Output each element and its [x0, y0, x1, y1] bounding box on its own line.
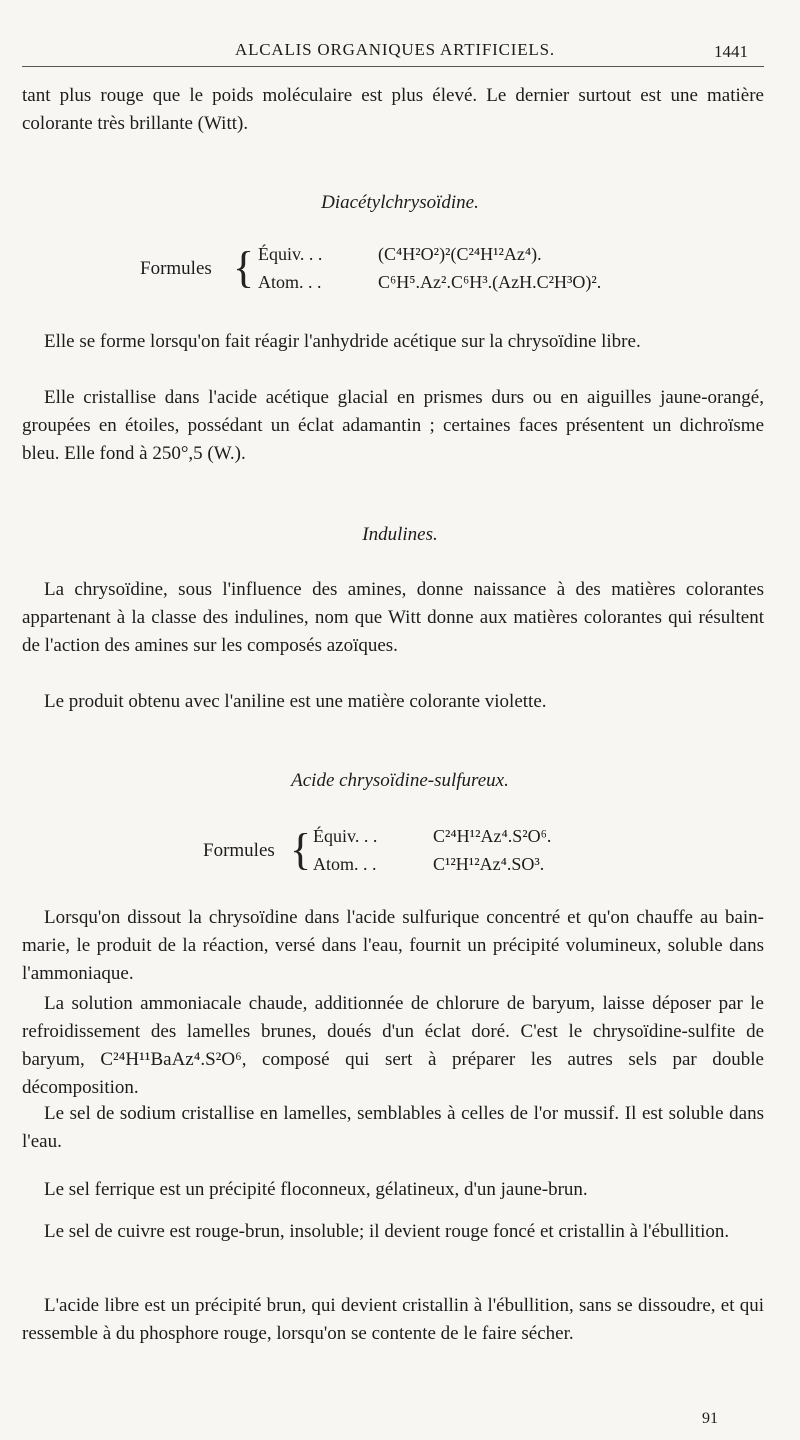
section-title-indulines: Indulines. [362, 524, 438, 545]
formula-row-atom [313, 850, 551, 878]
paragraph: Elle cristallise dans l'acide acétique glacial en prismes durs ou en aiguilles jaune-orangé, groupées en étoiles, possédant un éclat adamantin ; certaines faces présentent un dichroïsme bleu. Elle fond à 250°,5 (W.). [22, 387, 764, 464]
formula-block [258, 240, 601, 296]
brace-symbol: { [290, 825, 312, 874]
paragraph: Elle se forme lorsqu'on fait réagir l'anhydride acétique sur la chrysoïdine libre. [44, 331, 641, 352]
atom-formula: C⁶H⁵.Az².C⁶H³.(AzH.C²H³O)². [378, 272, 602, 292]
running-title: ALCALIS ORGANIQUES ARTIFICIELS. [235, 40, 555, 59]
section-title-diacetylchrysoidine: Diacétylchrysoïdine. [321, 192, 479, 213]
equiv-formula: (C⁴H²O²)²(C²⁴H¹²Az⁴). [378, 244, 542, 264]
paragraph: Le sel de cuivre est rouge-brun, insoluble; il devient rouge foncé et cristallin à l'ébullition. [44, 1221, 730, 1242]
formulas-label: Formules [203, 840, 275, 861]
atom-label: Atom. . . [258, 272, 322, 292]
paragraph: La solution ammoniacale chaude, additionnée de chlorure de baryum, laisse déposer par le refroidissement des lamelles brunes, doués d'un éclat doré. C'est le chrysoïdine-sulfite de baryum, C²⁴H¹¹BaAz⁴.S²O⁶, composé qui sert à préparer les autres sels par double décomposition. [22, 993, 764, 1098]
equiv-formula: C²⁴H¹²Az⁴.S²O⁶. [433, 826, 552, 846]
formulas-label: Formules [140, 258, 212, 279]
paragraph: Le sel de sodium cristallise en lamelles, semblables à celles de l'or mussif. Il est soluble dans l'eau. [22, 1103, 764, 1152]
folio: 91 [702, 1410, 718, 1427]
formula-block [313, 822, 551, 878]
section-title-acide-chrysoidine-sulfureux: Acide chrysoïdine-sulfureux. [291, 770, 509, 791]
brace-symbol: { [233, 243, 255, 292]
paragraph: Le sel ferrique est un précipité floconneux, gélatineux, d'un jaune-brun. [44, 1179, 588, 1200]
equiv-label: Équiv. . . [258, 244, 323, 264]
formula-row-equiv [258, 240, 601, 268]
header-rule [22, 66, 764, 67]
paragraph: Le produit obtenu avec l'aniline est une matière colorante violette. [44, 691, 547, 712]
formula-row-equiv [313, 822, 551, 850]
paragraph: La chrysoïdine, sous l'influence des amines, donne naissance à des matières colorantes appartenant à la classe des indulines, nom que Witt donne aux matières colorantes qui résultent de l'action des amines sur les composés azoïques. [22, 579, 764, 656]
equiv-label: Équiv. . . [313, 826, 378, 846]
page-number: 1441 [714, 42, 748, 61]
atom-label: Atom. . . [313, 854, 377, 874]
formula-row-atom [258, 268, 601, 296]
paragraph: Lorsqu'on dissout la chrysoïdine dans l'acide sulfurique concentré et qu'on chauffe au bain-marie, le produit de la réaction, versé dans l'eau, fournit un précipité volumineux, soluble dans l'ammoniaque. [22, 907, 764, 984]
atom-formula: C¹²H¹²Az⁴.SO³. [433, 854, 545, 874]
paragraph: L'acide libre est un précipité brun, qui devient cristallin à l'ébullition, sans se dissoudre, et qui ressemble à du phosphore rouge, lorsqu'on se contente de le faire sécher. [22, 1295, 764, 1344]
paragraph-continued: tant plus rouge que le poids moléculaire est plus élevé. Le dernier surtout est une matière colorante très brillante (Witt). [22, 85, 764, 134]
